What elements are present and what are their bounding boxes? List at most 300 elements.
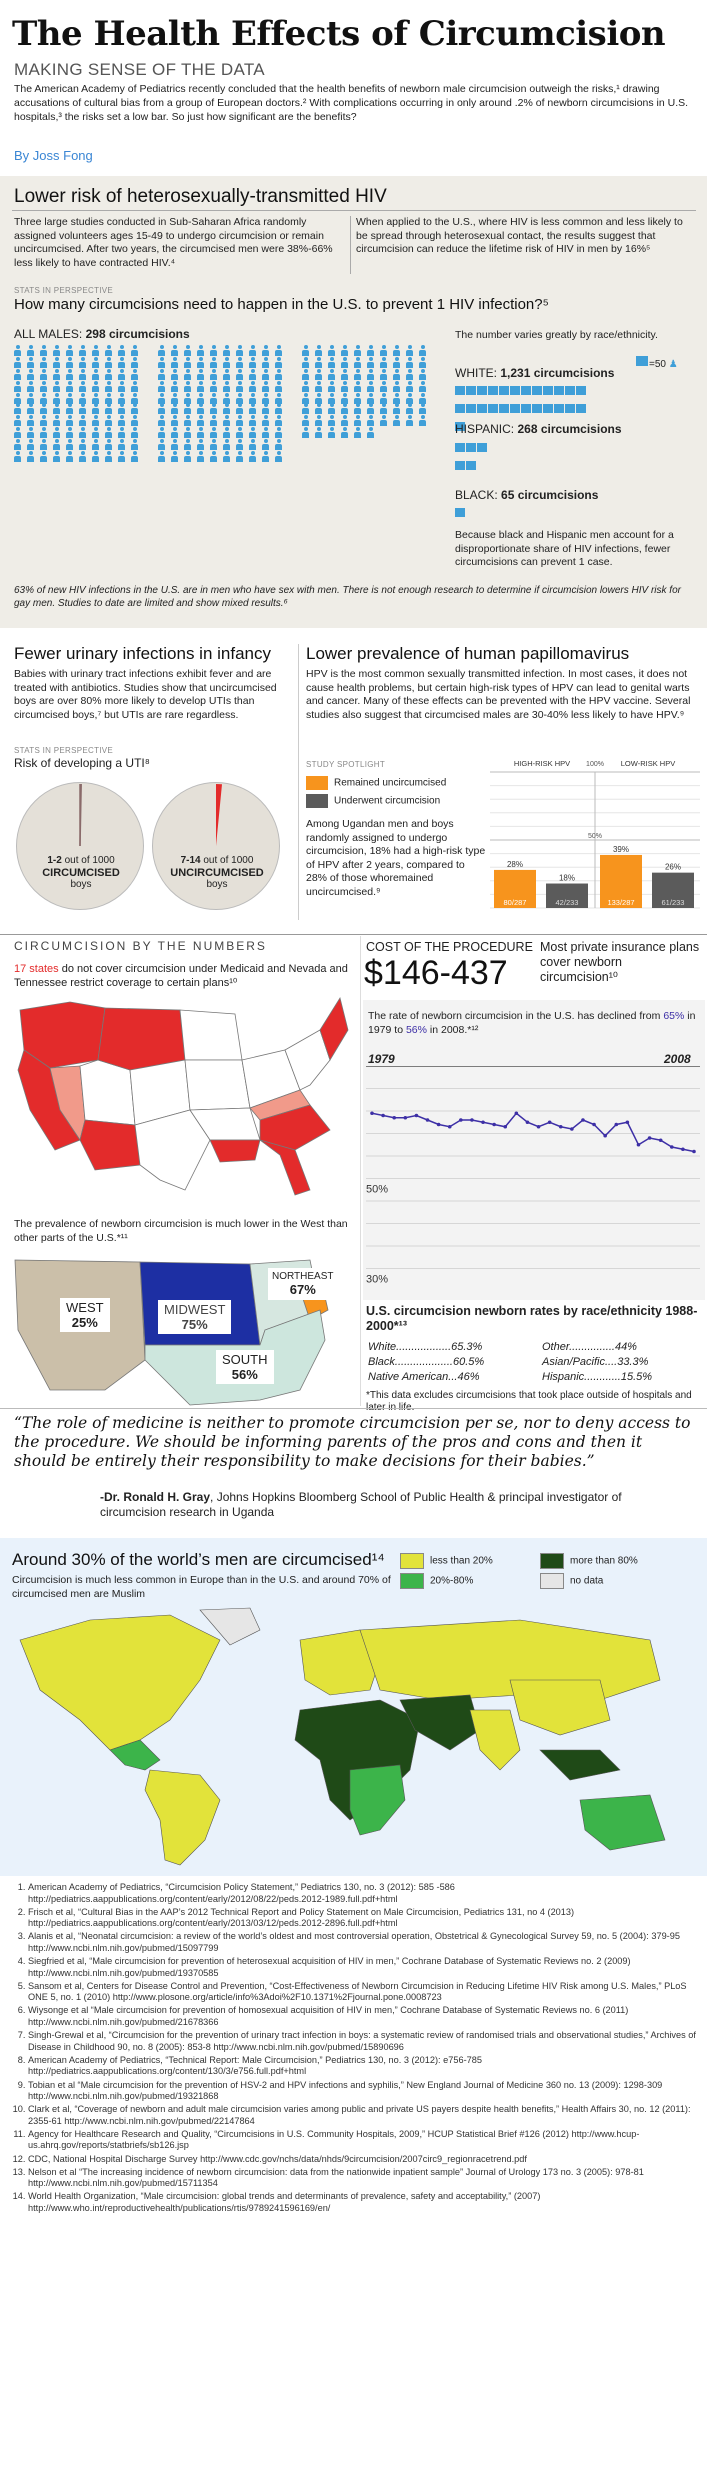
person-icon (171, 451, 178, 462)
person-icon (236, 439, 243, 450)
unit-square (521, 404, 531, 413)
person-icon (79, 415, 86, 426)
person-icon (210, 439, 217, 450)
person-icon (236, 357, 243, 368)
person-icon (236, 415, 243, 426)
unit-square (576, 386, 586, 395)
person-icon (210, 357, 217, 368)
unit-square (543, 386, 553, 395)
person-icon (105, 369, 112, 380)
person-icon (53, 415, 60, 426)
map-florida (260, 1140, 310, 1195)
trend-line (372, 1113, 694, 1151)
person-icon (184, 369, 191, 380)
map-africa-south (350, 1765, 405, 1835)
person-icon (302, 357, 309, 368)
person-icon (40, 403, 47, 414)
person-icon (262, 345, 269, 356)
us-medicaid-map (10, 990, 350, 1200)
trend-point (392, 1116, 396, 1120)
cost-value: $146-437 (364, 954, 508, 992)
person-icon (197, 415, 204, 426)
person-icon (367, 345, 374, 356)
world-legend-swatch (400, 1573, 424, 1589)
trend-point (526, 1120, 530, 1124)
uti-circumcised-circle (16, 782, 144, 910)
person-icon (419, 345, 426, 356)
map-gulf (210, 1140, 260, 1162)
person-icon (66, 427, 73, 438)
person-icon (328, 415, 335, 426)
hpv-count-label: 61/233 (661, 898, 685, 907)
person-icon (302, 415, 309, 426)
hpv-tick-100: 100% (586, 761, 604, 768)
black-value: 65 circumcisions (501, 488, 599, 502)
person-icon (184, 439, 191, 450)
person-icon (341, 345, 348, 356)
hiv-title: Lower risk of heterosexually-transmitted HIV (14, 186, 387, 207)
cost-divider (360, 936, 361, 1406)
all-males-label: ALL MALES: (14, 327, 83, 341)
world-legend-item (400, 1553, 493, 1569)
trend-point (570, 1127, 574, 1131)
unit-square (532, 404, 542, 413)
unit-square (455, 404, 465, 413)
person-icon (158, 451, 165, 462)
person-icon (380, 381, 387, 392)
person-icon (380, 345, 387, 356)
person-icon (184, 427, 191, 438)
unit-square (455, 443, 465, 452)
trend-point (459, 1118, 463, 1122)
uti-uncircumcised-circle (152, 782, 280, 910)
map-mountain (80, 1060, 135, 1125)
person-icon (197, 357, 204, 368)
person-icon (367, 427, 374, 438)
person-icon (197, 381, 204, 392)
person-icon (406, 345, 413, 356)
hpv-value-label: 26% (664, 862, 682, 872)
person-icon (105, 403, 112, 414)
person-icon (118, 381, 125, 392)
person-icon: ♟ (668, 359, 678, 370)
reference-item: 12. CDC, National Hospital Discharge Survey http://www.cdc.gov/nchs/data/nhds/9circumcision/2007circ9_regionracetrend.pdf (28, 2154, 702, 2166)
intro-text: The American Academy of Pediatrics recently concluded that the health benefits of newborn male circumcision outweigh the risks,¹ drawing accusations of cultural bias from a group of European doctors.² With complications occurring in only around .2% of newborn circumcisions in U.S. hospitals,³ the risks set a low bar. So just how significant are the benefits? (14, 83, 689, 123)
trend-point (637, 1143, 641, 1147)
person-icon (53, 427, 60, 438)
states-desc: do not cover circumcision under Medicaid and Nevada and Tennessee restrict coverage to certain plans¹⁰ (14, 963, 348, 989)
person-icon (118, 439, 125, 450)
race-rows-left (368, 1340, 538, 1385)
world-title: Around 30% of the world’s men are circumcised¹⁴ (12, 1550, 385, 1569)
person-icon (118, 345, 125, 356)
person-icon (118, 369, 125, 380)
hiv-right-text: When applied to the U.S., where HIV is less common and less likely to be spread through heterosexual contact, the results suggest that circumcision can reduce the lifetime risk of HIV in men by 16%⁵ (356, 216, 683, 255)
world-legend-item (540, 1553, 638, 1569)
person-icon (92, 403, 99, 414)
person-icon (406, 357, 413, 368)
person-icon (275, 345, 282, 356)
person-icon (315, 345, 322, 356)
person-icon (158, 427, 165, 438)
person-icon (302, 427, 309, 438)
northeast-value: 67% (289, 1282, 316, 1297)
reference-item: 3. Alanis et al, “Neonatal circumcision: a review of the world’s oldest and most controversial operation, Obstetrical & Gynecological Survey 59, no. 5 (2004): 379-95 http://www.ncbi.nlm.nih.gov/pubmed/15097799 (28, 1931, 702, 1954)
black-squares (455, 505, 515, 523)
reference-item: 14. World Health Organization, “Male circumcision: global trends and determinants of prevalence, safety and acceptability,” (2007) http://www.who.int/reproductivehealth/publications/rtis/9789241596169/en/ (28, 2191, 702, 2214)
black-label: BLACK: (455, 488, 498, 502)
quote-divider (0, 1408, 707, 1409)
person-icon (249, 415, 256, 426)
person-icon (14, 345, 21, 356)
trend-point (537, 1125, 541, 1129)
person-icon (14, 451, 21, 462)
reference-item: 4. Siegfried et al, “Male circumcision for prevention of heterosexual acquisition of HIV in men,” Cochrane Database of Systematic Reviews no. 2 (2009) http://www.ncbi.nlm.nih.gov/pubmed/19370585 (28, 1956, 702, 1979)
person-icon (315, 381, 322, 392)
person-icon (184, 345, 191, 356)
unit-square (521, 386, 531, 395)
world-legend-item (400, 1573, 473, 1589)
person-icon (105, 427, 112, 438)
person-icon (275, 451, 282, 462)
unit-square (510, 386, 520, 395)
person-icon (184, 381, 191, 392)
trend-text (368, 1010, 698, 1037)
person-icon (249, 451, 256, 462)
person-icon (53, 403, 60, 414)
hiv-left-text: Three large studies conducted in Sub-Saharan Africa randomly assigned volunteers ages 15-49 to undergo circumcision or remain uncircumcised. After two years, the circumcised men were 38%-66% less likely to have contracted HIV.⁴ (14, 216, 333, 269)
states-count: 17 states (14, 963, 59, 975)
person-icon (262, 427, 269, 438)
trend-point (426, 1118, 430, 1122)
person-icon (40, 427, 47, 438)
uti-title: Fewer urinary infections in infancy (14, 644, 272, 663)
person-icon (53, 381, 60, 392)
unit-square (543, 404, 553, 413)
cost-label: COST OF THE PROCEDURE (366, 940, 533, 954)
person-icon (419, 415, 426, 426)
hpv-tick-50: 50% (587, 833, 603, 840)
person-icon (158, 357, 165, 368)
person-icon (66, 369, 73, 380)
map-north-america (20, 1615, 220, 1750)
person-icon (393, 369, 400, 380)
person-icon (328, 381, 335, 392)
person-icon (131, 439, 138, 450)
race-note: *This data excludes circumcisions that took place outside of hospitals and (366, 1390, 692, 1401)
unit-square (477, 404, 487, 413)
hpv-study-text: Among Ugandan men and boys randomly assigned to undergo circumcision, 18% had a high-risk type of HPV after 2 years, compared to 28% of those whoremained uncircumcised.⁹ (306, 818, 486, 898)
hpv-value-label: 28% (506, 859, 524, 869)
unit-legend (636, 356, 678, 370)
person-icon (419, 381, 426, 392)
person-icon (210, 345, 217, 356)
unit-square (455, 508, 465, 517)
map-russia (360, 1620, 660, 1700)
person-icon (341, 415, 348, 426)
unit-square (488, 404, 498, 413)
person-icon (406, 403, 413, 414)
person-icon (315, 427, 322, 438)
hiv-footnote: 63% of new HIV infections in the U.S. are in men who have sex with men. There is not enough research to determine if circumcision lowers HIV risk for gay men. Studies to date are limited and show mixed results.⁶ (14, 585, 681, 609)
person-icon (184, 415, 191, 426)
person-icon (79, 369, 86, 380)
race-rate-row: Native American...46% (368, 1371, 480, 1383)
person-icon (210, 403, 217, 414)
person-icon (223, 439, 230, 450)
quote-attribution (100, 1490, 690, 1520)
uti-text: Babies with urinary tract infections exhibit fever and are treated with antibiotics. Studies show that uncircumcised boys are over 80% more likely to develop UTIs than circumcised boys,⁷ but UTIs are rare regardless. (14, 668, 277, 721)
person-icon (105, 357, 112, 368)
person-icon (236, 403, 243, 414)
trend-point (503, 1125, 507, 1129)
year-start: 1979 (368, 1052, 395, 1066)
person-icon (131, 451, 138, 462)
map-midwest-north (180, 1010, 242, 1060)
person-icon (197, 451, 204, 462)
hpv-bar-chart (490, 758, 700, 920)
person-icon (380, 415, 387, 426)
reference-item: 1. American Academy of Pediatrics, “Circumcision Policy Statement,” Pediatrics 130, no. 3 (2012): 585 -586 http://pediatrics.aappublications.org/content/early/2012/08/22/peds.2012-1989.full.pdf+html (28, 1882, 702, 1905)
person-icon (249, 381, 256, 392)
person-icon (92, 427, 99, 438)
uti-risk-label: Risk of developing a UTI⁸ (14, 756, 150, 770)
person-icon (66, 381, 73, 392)
person-icon (27, 415, 34, 426)
person-icon (354, 369, 361, 380)
map-china (510, 1680, 610, 1735)
unit-square (532, 386, 542, 395)
quote-text: “The role of medicine is neither to promote circumcision per se, nor to deny access to the procedure. We should be informing parents of the pros and cons and then it should be entirely their responsibility to make decisions for their babies.” (14, 1414, 691, 1470)
trend-point (581, 1118, 585, 1122)
person-icon (236, 345, 243, 356)
hispanic-squares (455, 440, 515, 476)
person-icon (249, 439, 256, 450)
person-icon (105, 345, 112, 356)
trend-point (370, 1111, 374, 1115)
hpv-count-label: 42/233 (555, 898, 579, 907)
hispanic-row (455, 422, 622, 436)
person-icon (14, 381, 21, 392)
person-icon (315, 403, 322, 414)
person-icon (315, 415, 322, 426)
person-icon (380, 369, 387, 380)
person-icon (197, 403, 204, 414)
person-icon (118, 403, 125, 414)
person-icon (40, 381, 47, 392)
person-icon (92, 357, 99, 368)
trend-tick-50: 50% (366, 1183, 389, 1196)
person-icon (302, 345, 309, 356)
person-icon (53, 369, 60, 380)
person-icon (367, 415, 374, 426)
unc-label: UNCIRCUMCISED (170, 867, 264, 879)
person-icon (328, 427, 335, 438)
byline[interactable]: By Joss Fong (14, 148, 93, 163)
person-icon (27, 369, 34, 380)
person-icon (27, 357, 34, 368)
trend-point (659, 1138, 663, 1142)
reference-item: 6. Wiysonge et al “Male circumcision for prevention of homosexual acquisition of HIV in men,” Cochrane Database of Systematic Reviews no. 6 (2011) http://www.ncbi.nlm.nih.gov/pubmed/21678366 (28, 2005, 702, 2028)
map-south-america (145, 1770, 220, 1865)
northeast-label: NORTHEAST (272, 1271, 334, 1282)
person-icon (158, 345, 165, 356)
person-icon (302, 369, 309, 380)
person-icon (393, 403, 400, 414)
all-males-value: 298 circumcisions (85, 327, 190, 341)
person-icon (393, 415, 400, 426)
person-icon (341, 357, 348, 368)
person-icon (406, 369, 413, 380)
trend-point (603, 1134, 607, 1138)
trend-point (626, 1120, 630, 1124)
person-icon (380, 357, 387, 368)
trend-point (670, 1145, 674, 1149)
world-legend-label: more than 80% (570, 1555, 638, 1567)
person-icon (197, 369, 204, 380)
page-subtitle: MAKING SENSE OF THE DATA (14, 60, 265, 79)
west-value: 25% (71, 1315, 98, 1330)
person-icon (197, 439, 204, 450)
trend-point (681, 1147, 685, 1151)
person-icon (275, 403, 282, 414)
reference-item: 13. Nelson et al “The increasing incidence of newborn circumcision: data from the nationwide inpatient sample” Journal of Urology 173 no. 3 (2005): 978-81 http://www.ncbi.nlm.nih.gov/pubmed/15711354 (28, 2167, 702, 2190)
person-icon (262, 357, 269, 368)
trend-point (515, 1111, 519, 1115)
person-icon (223, 451, 230, 462)
person-icon (14, 357, 21, 368)
person-icon (118, 427, 125, 438)
person-icon (92, 451, 99, 462)
men-icon-grid (14, 345, 444, 573)
person-icon (419, 403, 426, 414)
person-icon (158, 369, 165, 380)
person-icon (354, 415, 361, 426)
person-icon (66, 451, 73, 462)
trend-point (481, 1120, 485, 1124)
person-icon (210, 369, 217, 380)
reference-item: 5. Sansom et al, Centers for Disease Control and Prevention, “Cost-Effectiveness of Newborn Circumcision in Reducing Lifetime HIV Risk among U.S. Males,” PLoS ONE 5, no. 1 (2010) http://www.plosone.org/article/info%3Adoi%2F10.1371%2Fjournal.pone.0008723 (28, 1981, 702, 2004)
hispanic-value: 268 circumcisions (517, 422, 622, 436)
person-icon (158, 439, 165, 450)
person-icon (171, 415, 178, 426)
person-icon (158, 415, 165, 426)
person-icon (275, 415, 282, 426)
person-icon (171, 439, 178, 450)
world-legend-label: 20%-80% (430, 1575, 474, 1587)
person-icon (354, 345, 361, 356)
person-icon (27, 427, 34, 438)
hiv-stats-label: STATS IN PERSPECTIVE (14, 286, 114, 295)
circ-label: CIRCUMCISED (42, 867, 120, 879)
person-icon (40, 415, 47, 426)
unit-square (466, 386, 476, 395)
person-icon (171, 357, 178, 368)
person-icon (328, 345, 335, 356)
person-icon (40, 451, 47, 462)
person-icon (341, 381, 348, 392)
banner-label: CIRCUMCISION BY THE NUMBERS (14, 939, 267, 953)
world-legend-label: no data (570, 1575, 604, 1587)
person-icon (406, 381, 413, 392)
person-icon (223, 357, 230, 368)
person-icon (328, 369, 335, 380)
person-icon (53, 439, 60, 450)
person-icon (131, 403, 138, 414)
person-icon (27, 439, 34, 450)
person-icon (249, 427, 256, 438)
hpv-category-label: LOW-RISK HPV (620, 759, 676, 768)
world-text: Circumcision is much less common in Europe than in the U.S. and around 70% of circumcised men are Muslim (12, 1574, 391, 1600)
person-icon (171, 381, 178, 392)
hiv-vertical-divider (350, 216, 351, 274)
trend-point (492, 1123, 496, 1127)
person-icon (14, 369, 21, 380)
world-legend-swatch (400, 1553, 424, 1569)
unit-square (554, 404, 564, 413)
person-icon (171, 345, 178, 356)
person-icon (419, 357, 426, 368)
person-icon (275, 381, 282, 392)
unit-square (455, 386, 465, 395)
race-rate-row: Other...............44% (542, 1341, 637, 1353)
person-icon (92, 369, 99, 380)
world-map (0, 1600, 707, 1870)
unit-square (477, 443, 487, 452)
person-icon (184, 357, 191, 368)
trend-point (648, 1136, 652, 1140)
remained-swatch (306, 776, 328, 790)
person-icon (92, 415, 99, 426)
hpv-value-label: 39% (612, 844, 630, 854)
person-icon (171, 369, 178, 380)
race-rate-row: Hispanic............15.5% (542, 1371, 653, 1383)
world-legend-swatch (540, 1553, 564, 1569)
person-icon (262, 403, 269, 414)
person-icon (14, 403, 21, 414)
unit-square (554, 386, 564, 395)
south-label: SOUTH (222, 1352, 268, 1367)
unit-square (466, 404, 476, 413)
person-icon (171, 427, 178, 438)
person-icon (210, 427, 217, 438)
unc-boys: boys (206, 879, 228, 890)
person-icon (249, 345, 256, 356)
hpv-spotlight-label: STUDY SPOTLIGHT (306, 760, 386, 769)
person-icon (40, 357, 47, 368)
trend-line-chart (366, 1066, 700, 1296)
trend-point (437, 1123, 441, 1127)
person-icon (53, 345, 60, 356)
person-icon (79, 439, 86, 450)
person-icon (53, 357, 60, 368)
person-icon (354, 403, 361, 414)
trend-point (381, 1114, 385, 1118)
trend-tick-30: 30% (366, 1273, 389, 1286)
hpv-title: Lower prevalence of human papillomavirus (306, 644, 630, 663)
map-india (470, 1710, 520, 1770)
person-icon (158, 403, 165, 414)
person-icon (14, 427, 21, 438)
person-icon (393, 381, 400, 392)
person-icon (406, 415, 413, 426)
person-icon (249, 369, 256, 380)
person-icon (367, 403, 374, 414)
person-icon (92, 345, 99, 356)
person-icon (79, 451, 86, 462)
midwest-label: MIDWEST (164, 1302, 226, 1317)
person-icon (367, 381, 374, 392)
